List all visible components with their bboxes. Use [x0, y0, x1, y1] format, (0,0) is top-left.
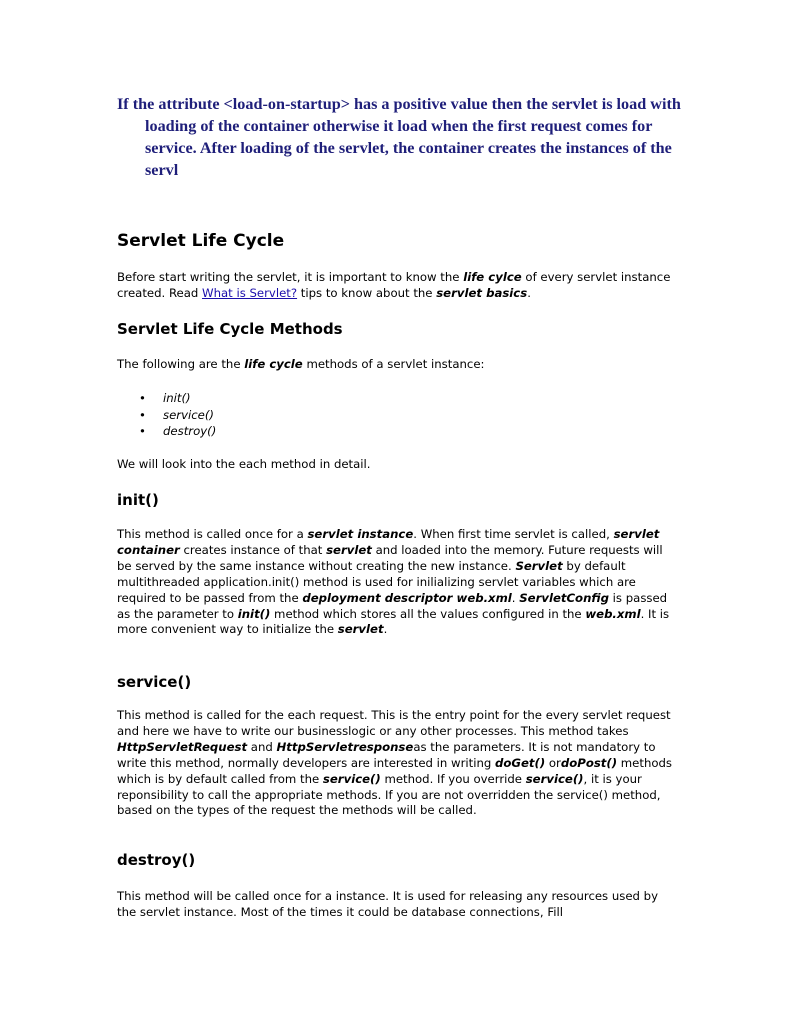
- emphasis: service(): [525, 771, 584, 786]
- emphasis: life cycle: [244, 357, 303, 371]
- text: Before start writing the servlet, it is important to know the: [117, 270, 464, 284]
- text: The following are the: [117, 357, 245, 371]
- emphasis: doGet(): [495, 755, 546, 770]
- method-name: destroy(): [163, 424, 217, 438]
- service-paragraph: [117, 708, 677, 819]
- text: .: [511, 590, 520, 605]
- text: or: [545, 755, 561, 770]
- heading-init: init(): [117, 491, 159, 509]
- emphasis: init(): [237, 606, 271, 621]
- text: . When first time servlet is called,: [413, 527, 614, 541]
- text: , it is your reponsibility to call the appropriate methods. If you are not overridden the service() method, based on the types of the request the methods will be called.: [117, 771, 661, 818]
- heading-life-cycle-methods: Servlet Life Cycle Methods: [117, 320, 343, 338]
- init-paragraph: [117, 527, 677, 638]
- method-name: init(): [163, 391, 191, 405]
- intro-paragraph: If the attribute <load-on-startup> has a positive value then the servlet is load with loading of the container otherwise it load when the first request comes for service. After loading of the servlet, the container creates the instances of the servl: [117, 95, 681, 179]
- text: .: [527, 285, 531, 300]
- destroy-paragraph: This method will be called once for a instance. It is used for releasing any resources used by the servlet instance. Most of the times it could be database connections, Fill: [117, 889, 659, 919]
- heading-service: service(): [117, 673, 192, 691]
- text: methods which is by default called from the: [117, 755, 673, 786]
- text: of every servlet instance created. Read: [117, 270, 671, 300]
- text: is passed as the parameter to: [117, 590, 668, 621]
- text: method. If you override: [380, 771, 526, 786]
- text: This method is called once for a: [117, 527, 308, 541]
- list-item: [117, 390, 216, 407]
- text: method which stores all the values configured in the: [270, 606, 586, 621]
- emphasis: servlet basics: [436, 285, 528, 300]
- lifecycle-paragraph: [117, 270, 677, 302]
- emphasis: HttpServletRequest: [117, 739, 248, 754]
- emphasis: servlet: [337, 622, 384, 637]
- text: and loaded into the memory. Future requests will be served by the same instance without creating the new instance.: [117, 542, 663, 573]
- methods-intro-paragraph: [117, 357, 677, 373]
- heading-destroy: destroy(): [117, 851, 196, 869]
- bullet-icon: •: [139, 407, 146, 422]
- emphasis: Servlet: [515, 558, 563, 573]
- methods-detail-paragraph: We will look into the each method in detail.: [117, 457, 371, 471]
- text: .: [383, 622, 388, 637]
- emphasis: doPost(): [560, 755, 618, 770]
- emphasis: web.xml: [585, 606, 641, 621]
- emphasis: servlet instance: [307, 527, 414, 541]
- text: tips to know about the: [297, 285, 437, 300]
- text: creates instance of that: [179, 542, 327, 557]
- text: This method is called for the each request. This is the entry point for the every servlet request and here we have to write our businesslogic or any other processes. This method takes: [117, 708, 671, 738]
- heading-servlet-life-cycle: Servlet Life Cycle: [117, 231, 285, 251]
- text: and: [247, 739, 277, 754]
- emphasis: servlet container: [117, 527, 660, 557]
- emphasis: HttpServletresponse: [276, 739, 414, 754]
- method-name: service(): [163, 407, 214, 422]
- list-item: [117, 423, 216, 440]
- emphasis: servlet: [326, 542, 372, 557]
- methods-list: [117, 390, 216, 440]
- text: methods of a servlet instance:: [302, 357, 485, 371]
- list-item: [117, 407, 216, 424]
- text: by default multithreaded application.init() method is used for inilializing servlet variables which are required to be passed from the: [117, 558, 636, 605]
- what-is-servlet-link[interactable]: What is Servlet?: [202, 285, 298, 300]
- emphasis: ServletConfig: [519, 590, 609, 605]
- emphasis: service(): [322, 771, 381, 786]
- bullet-icon: •: [139, 391, 146, 405]
- text: . It is more convenient way to initialize the: [117, 606, 670, 637]
- emphasis: life cylce: [463, 270, 522, 284]
- bullet-icon: •: [139, 424, 146, 438]
- text: as the parameters. It is not mandatory to write this method, normally developers are interested in writing: [117, 739, 656, 770]
- emphasis: deployment descriptor web.xml: [302, 590, 512, 605]
